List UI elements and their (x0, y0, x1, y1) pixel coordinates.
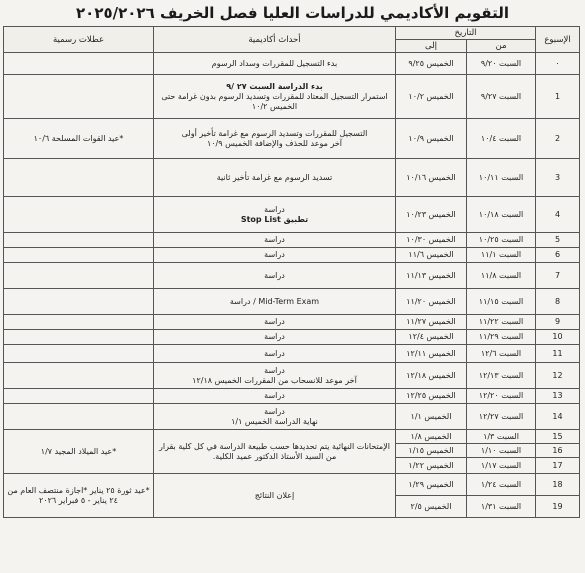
week-cell: ٠ (536, 53, 580, 75)
from-cell: السبت ١/١٠ (467, 444, 536, 458)
header-holidays: عطلات رسمية (4, 27, 154, 53)
week-cell: 14 (536, 404, 580, 430)
event-line: تطبيق Stop List (240, 214, 309, 224)
holiday-cell (4, 53, 154, 75)
event-cell: دراسة (154, 345, 396, 363)
to-cell: الخميس ١٢/٤ (396, 330, 467, 345)
table-row (4, 233, 580, 248)
event-cell (154, 404, 396, 430)
holiday-christmas: *عيد الميلاد المجيد ١/٧ (4, 430, 154, 474)
table-row (4, 159, 580, 197)
event-cell: Mid-Term Exam / دراسة (154, 289, 396, 315)
holiday-cell (4, 197, 154, 233)
table-row (4, 75, 580, 119)
event-cell (154, 197, 396, 233)
table-row (4, 119, 580, 159)
week-cell: 9 (536, 315, 580, 330)
to-cell: الخميس ١/٢٢ (396, 458, 467, 474)
week-cell: 7 (536, 263, 580, 289)
holiday-cell (4, 233, 154, 248)
week-cell: 6 (536, 248, 580, 263)
from-cell: السبت ٩/٢٧ (467, 75, 536, 119)
from-cell: السبت ١/٣ (467, 430, 536, 444)
from-cell: السبت ١١/١ (467, 248, 536, 263)
from-cell: السبت ١١/٨ (467, 263, 536, 289)
week-cell: 4 (536, 197, 580, 233)
to-cell: الخميس ١٠/٣٠ (396, 233, 467, 248)
week-cell: 10 (536, 330, 580, 345)
week-cell: 15 (536, 430, 580, 444)
event-cell: دراسة (154, 315, 396, 330)
week-cell: 1 (536, 75, 580, 119)
table-row (4, 363, 580, 389)
event-line: دراسة (264, 204, 285, 214)
holiday-cell (4, 248, 154, 263)
to-cell: الخميس ١٢/١٨ (396, 363, 467, 389)
from-cell: السبت ١/٣١ (467, 496, 536, 518)
table-row (4, 345, 580, 363)
week-cell: 13 (536, 389, 580, 404)
event-cell (154, 363, 396, 389)
from-cell: السبت ١٢/٢٠ (467, 389, 536, 404)
calendar-table (3, 26, 580, 518)
holiday-cell (4, 345, 154, 363)
table-row (4, 263, 580, 289)
holiday-cell (4, 289, 154, 315)
table-row (4, 389, 580, 404)
event-cell: تسديد الرسوم مع غرامة تأخير ثانية (154, 159, 396, 197)
header-week: الإسبوع (536, 27, 580, 53)
to-cell: الخميس ١٠/٩ (396, 119, 467, 159)
table-row (4, 430, 580, 444)
table-row (4, 289, 580, 315)
week-cell: 2 (536, 119, 580, 159)
to-cell: الخميس ٢/٥ (396, 496, 467, 518)
to-cell: الخميس ١٠/١٦ (396, 159, 467, 197)
header-date: التاريخ (396, 27, 536, 40)
to-cell: الخميس ١١/١٣ (396, 263, 467, 289)
week-cell: 11 (536, 345, 580, 363)
event-cell: دراسة (154, 389, 396, 404)
week-cell: 12 (536, 363, 580, 389)
header-from: من (467, 40, 536, 53)
event-cell (154, 119, 396, 159)
from-cell: السبت ٩/٢٠ (467, 53, 536, 75)
page-title: التقويم الأكاديمي للدراسات العليا فصل الخريف ٢٠٢٥/٢٠٢٦ (76, 4, 509, 22)
event-cell: دراسة (154, 330, 396, 345)
from-cell: السبت ١١/١٥ (467, 289, 536, 315)
event-line: دراسة (264, 365, 285, 375)
event-cell: دراسة (154, 233, 396, 248)
holiday-cell (4, 363, 154, 389)
to-cell: الخميس ١١/٦ (396, 248, 467, 263)
to-cell: الخميس ١٠/٢٣ (396, 197, 467, 233)
from-cell: السبت ١٢/١٣ (467, 363, 536, 389)
holiday-cell (4, 330, 154, 345)
week-cell: 8 (536, 289, 580, 315)
table-row (4, 474, 580, 496)
from-cell: السبت ١١/٢٢ (467, 315, 536, 330)
to-cell: الخميس ١٢/٢٥ (396, 389, 467, 404)
from-cell: السبت ١٢/٢٧ (467, 404, 536, 430)
week-cell: 3 (536, 159, 580, 197)
event-line: التسجيل للمقررات وتسديد الرسوم مع غرامة تأخير أولى (181, 128, 368, 138)
event-line: نهاية الدراسة الخميس ١/١ (231, 416, 318, 426)
to-cell: الخميس ١٢/١١ (396, 345, 467, 363)
week-cell: 19 (536, 496, 580, 518)
from-cell: السبت ١٢/٦ (467, 345, 536, 363)
event-line: بدء الدراسة السبت ٢٧ /٩ (226, 81, 323, 91)
to-cell: الخميس ٩/٢٥ (396, 53, 467, 75)
holiday-cell (4, 389, 154, 404)
to-cell: الخميس ١/١٥ (396, 444, 467, 458)
from-cell: السبت ١/١٧ (467, 458, 536, 474)
results-note: إعلان النتائج (154, 474, 396, 518)
event-line: آخر موعد للحذف والإضافة الخميس ١٠/٩ (206, 138, 343, 148)
event-line: استمرار التسجيل المعتاد للمقررات وتسديد الرسوم بدون غرامة حتى الخميس ١٠/٢ (161, 91, 388, 111)
from-cell: السبت ١٠/١٨ (467, 197, 536, 233)
table-row (4, 404, 580, 430)
from-cell: السبت ١٠/١١ (467, 159, 536, 197)
week-cell: 18 (536, 474, 580, 496)
event-cell: دراسة (154, 263, 396, 289)
holiday-cell: *عيد القوات المسلحة ١٠/٦ (4, 119, 154, 159)
to-cell: الخميس ١١/٢٠ (396, 289, 467, 315)
table-row (4, 197, 580, 233)
holiday-cell (4, 315, 154, 330)
event-cell: دراسة (154, 248, 396, 263)
table-row (4, 53, 580, 75)
holiday-january: *عيد ثورة ٢٥ يناير *اجازة منتصف العام من ٢٤ يناير - ٥ فبراير ٢٠٢٦ (4, 474, 154, 518)
week-cell: 17 (536, 458, 580, 474)
exams-note: الإمتحانات النهائية يتم تحديدها حسب طبيعة الدراسة في كل كلية بقرار من السيد الأستاذ الدكتور عميد الكلية. (154, 430, 396, 474)
from-cell: السبت ١١/٢٩ (467, 330, 536, 345)
to-cell: الخميس ١/٢٩ (396, 474, 467, 496)
to-cell: الخميس ١/٨ (396, 430, 467, 444)
holiday-cell (4, 159, 154, 197)
week-cell: 5 (536, 233, 580, 248)
week-cell: 16 (536, 444, 580, 458)
event-cell (154, 75, 396, 119)
table-row (4, 330, 580, 345)
to-cell: الخميس ١/١ (396, 404, 467, 430)
table-row (4, 315, 580, 330)
header-to: إلى (396, 40, 467, 53)
to-cell: الخميس ١٠/٢ (396, 75, 467, 119)
from-cell: السبت ١٠/٢٥ (467, 233, 536, 248)
calendar-body (4, 53, 580, 518)
event-line: دراسة (264, 406, 285, 416)
holiday-cell (4, 404, 154, 430)
holiday-cell (4, 263, 154, 289)
from-cell: السبت ١٠/٤ (467, 119, 536, 159)
to-cell: الخميس ١١/٢٧ (396, 315, 467, 330)
header-events: أحداث أكاديمية (154, 27, 396, 53)
table-row (4, 248, 580, 263)
holiday-cell (4, 75, 154, 119)
event-line: آخر موعد للانسحاب من المقررات الخميس ١٢/١٨ (192, 375, 357, 385)
event-cell: بدء التسجيل للمقررات وسداد الرسوم (154, 53, 396, 75)
from-cell: السبت ١/٢٤ (467, 474, 536, 496)
